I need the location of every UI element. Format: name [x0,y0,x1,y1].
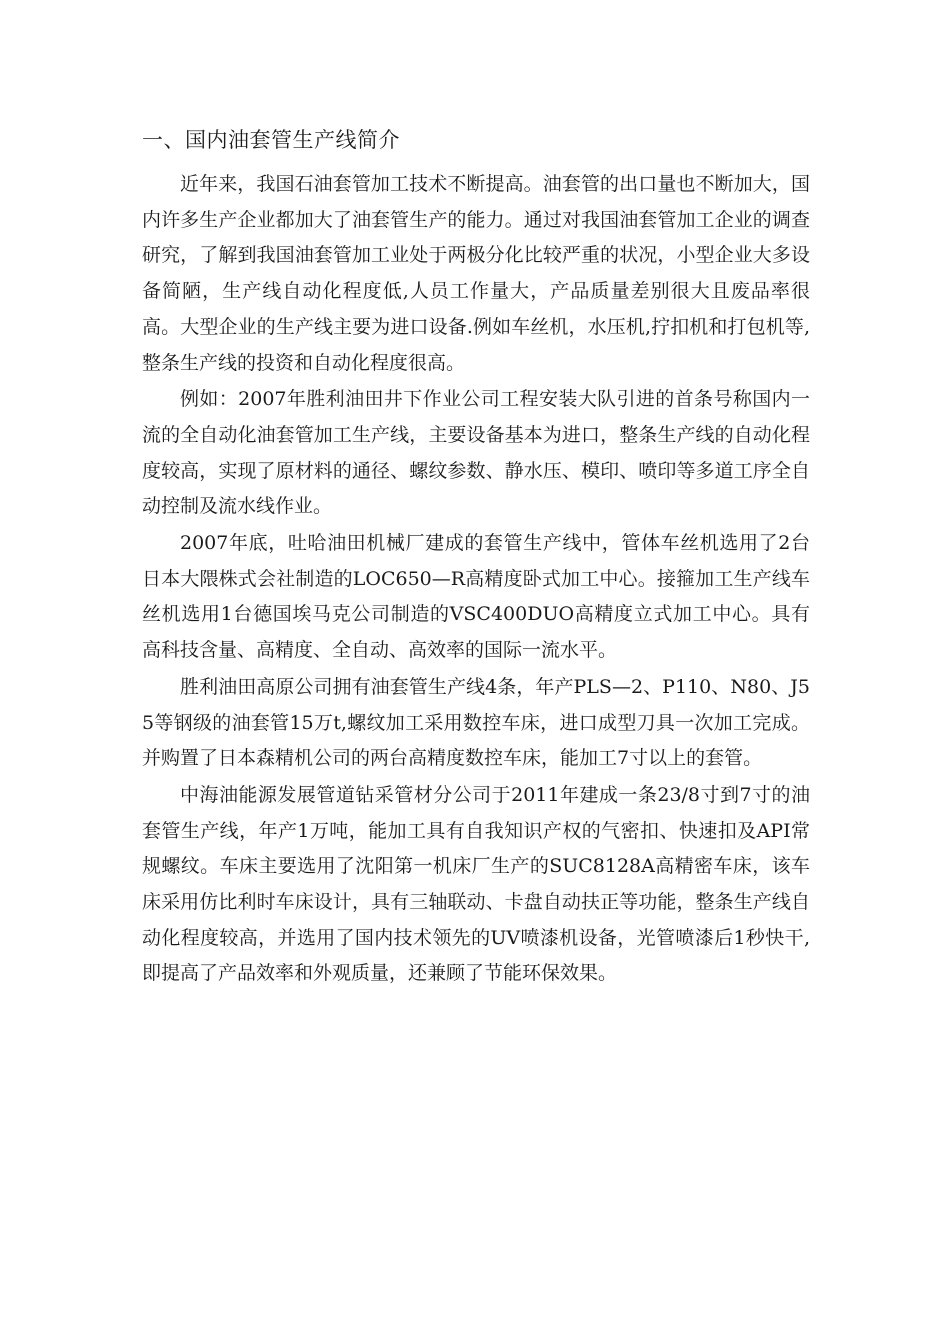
paragraph-overview: 近年来，我国石油套管加工技术不断提高。油套管的出口量也不断加大，国内许多生产企业都加大了油套管生产的能力。通过对我国油套管加工企业的调查研究，了解到我国油套管加工业处于两极分化比较严重的状况，小型企业大多设备简陋，生产线自动化程度低,人员工作量大，产品质量差别很大且废品率很高。大型企业的生产线主要为进口设备.例如车丝机，水压机,拧扣机和打包机等,整条生产线的投资和自动化程度很高。 [142,173,810,374]
paragraph-gaoyuan-example: 胜利油田高原公司拥有油套管生产线4条，年产PLS—2、P110、N80、J55等钢级的油套管15万t,螺纹加工采用数控车床，进口成型刀具一次加工完成。并购置了日本森精机公司的两台高精度数控车床，能加工7寸以上的套管。 [142,675,810,770]
paragraph-cnooc-example: 中海油能源发展管道钻采管材分公司于2011年建成一条23/8寸到7寸的油套管生产线，年产1万吨，能加工具有自我知识产权的气密扣、快速扣及API常规螺纹。车床主要选用了沈阳第一机床厂生产的SUC8128A高精密车床，该车床采用仿比利时车床设计，具有三轴联动、卡盘自动扶正等功能，整条生产线自动化程度较高，并选用了国内技术领先的UV喷漆机设备，光管喷漆后1秒快干,即提高了产品效率和外观质量，还兼顾了节能环保效果。 [142,783,810,985]
paragraph-tuha-example: 2007年底，吐哈油田机械厂建成的套管生产线中，管体车丝机选用了2台日本大隈株式会社制造的LOC650—R高精度卧式加工中心。接箍加工生产线车丝机选用1台德国埃马克公司制造的VSC400DUO高精度立式加工中心。具有高科技含量、高精度、全自动、高效率的国际一流水平。 [142,532,810,662]
section-heading: 一、国内油套管生产线简介 [142,128,400,152]
paragraph-shengli-example: 例如：2007年胜利油田井下作业公司工程安装大队引进的首条号称国内一流的全自动化油套管加工生产线，主要设备基本为进口，整条生产线的自动化程度较高，实现了原材料的通径、螺纹参数、静水压、模印、喷印等多道工序全自动控制及流水线作业。 [142,388,810,518]
document-page [142,120,810,993]
